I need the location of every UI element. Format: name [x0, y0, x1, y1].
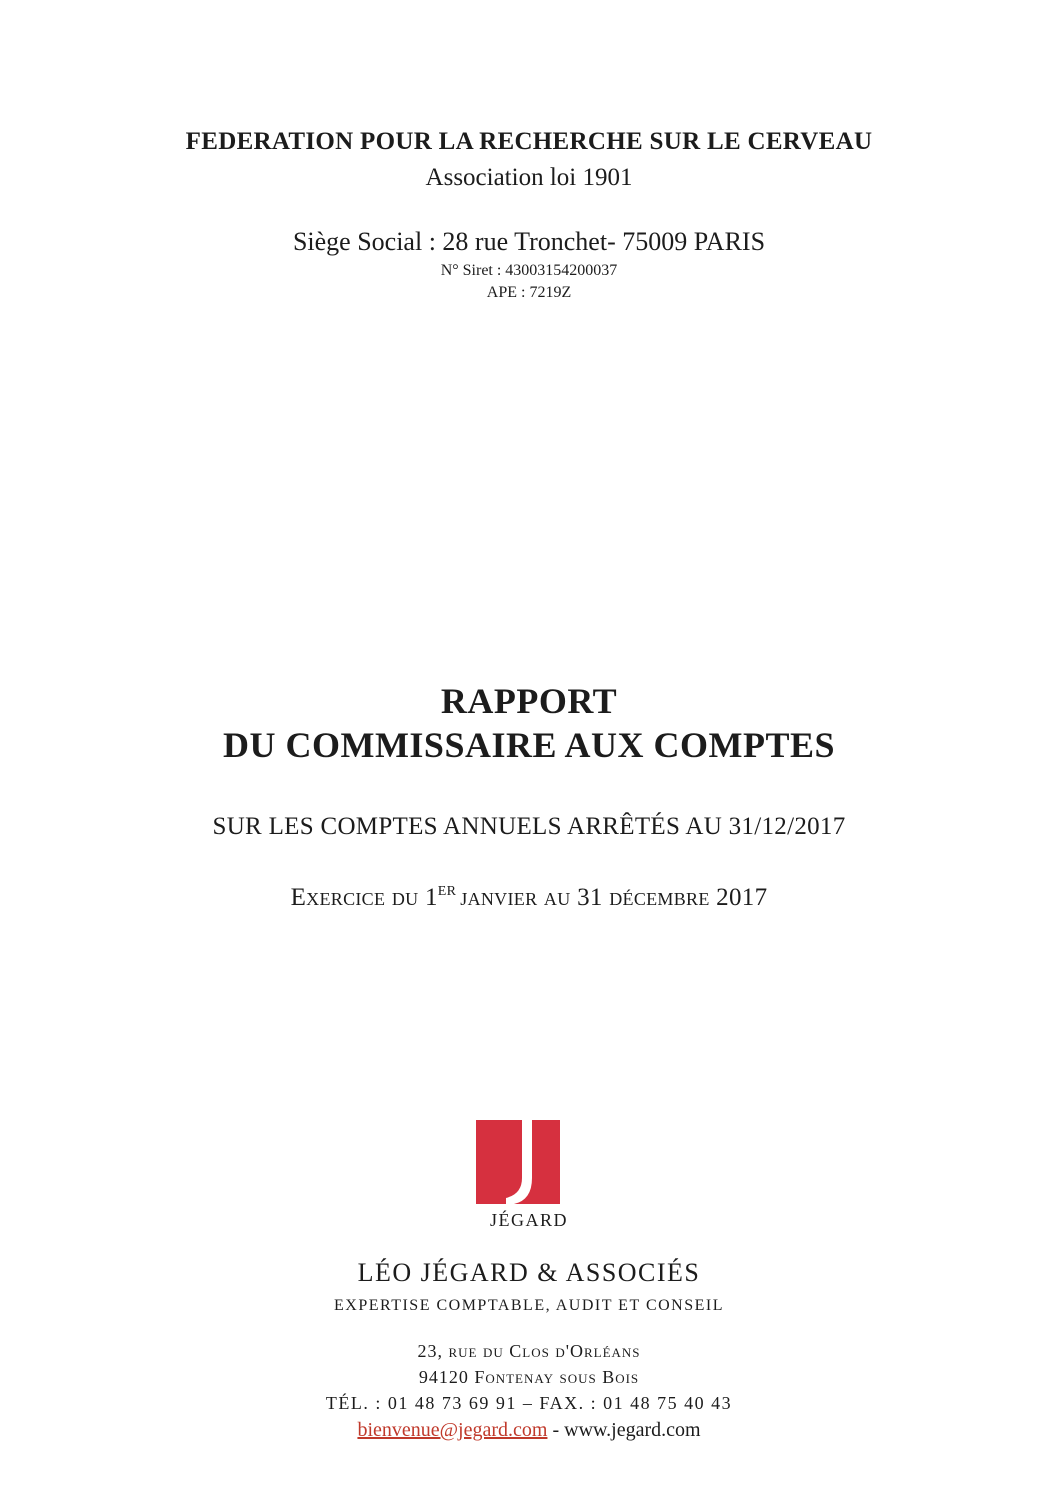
email-link[interactable]: bienvenue@jegard.com — [357, 1419, 548, 1441]
firm-address-street: 23, rue du Clos d'Orléans — [417, 1341, 641, 1361]
exercise-prefix: Exercice du 1 — [290, 884, 438, 911]
organization-type: Association loi 1901 — [425, 164, 633, 191]
link-separator: - — [547, 1419, 565, 1441]
siret-number: N° Siret : 43003154200037 — [440, 262, 618, 279]
report-title-line2: DU COMMISSAIRE AUX COMPTES — [222, 725, 836, 765]
firm-phone-fax: TÉL. : 01 48 73 69 91 – FAX. : 01 48 75 40 43 — [325, 1393, 733, 1413]
jegard-logo-icon — [476, 1120, 560, 1204]
report-subtitle: SUR LES COMPTES ANNUELS ARRÊTÉS AU 31/12/2017 — [212, 813, 846, 840]
exercise-period — [0, 884, 1058, 912]
website-link[interactable]: www.jegard.com — [564, 1419, 701, 1441]
organization-name: FEDERATION POUR LA RECHERCHE SUR LE CERVEAU — [185, 128, 873, 155]
firm-contact-links — [0, 1419, 1058, 1442]
firm-tagline: EXPERTISE COMPTABLE, AUDIT ET CONSEIL — [333, 1297, 724, 1314]
firm-name: LÉO JÉGARD & ASSOCIÉS — [357, 1258, 701, 1287]
head-office-address: Siège Social : 28 rue Tronchet- 75009 PARIS — [292, 227, 766, 256]
report-title-line1: RAPPORT — [440, 681, 618, 721]
ape-code: APE : 7219Z — [486, 284, 572, 301]
firm-address-city: 94120 Fontenay sous Bois — [418, 1367, 640, 1387]
exercise-superscript: ER — [437, 884, 457, 899]
logo-wordmark: JÉGARD — [489, 1210, 568, 1230]
exercise-suffix: janvier au 31 décembre 2017 — [460, 884, 768, 911]
